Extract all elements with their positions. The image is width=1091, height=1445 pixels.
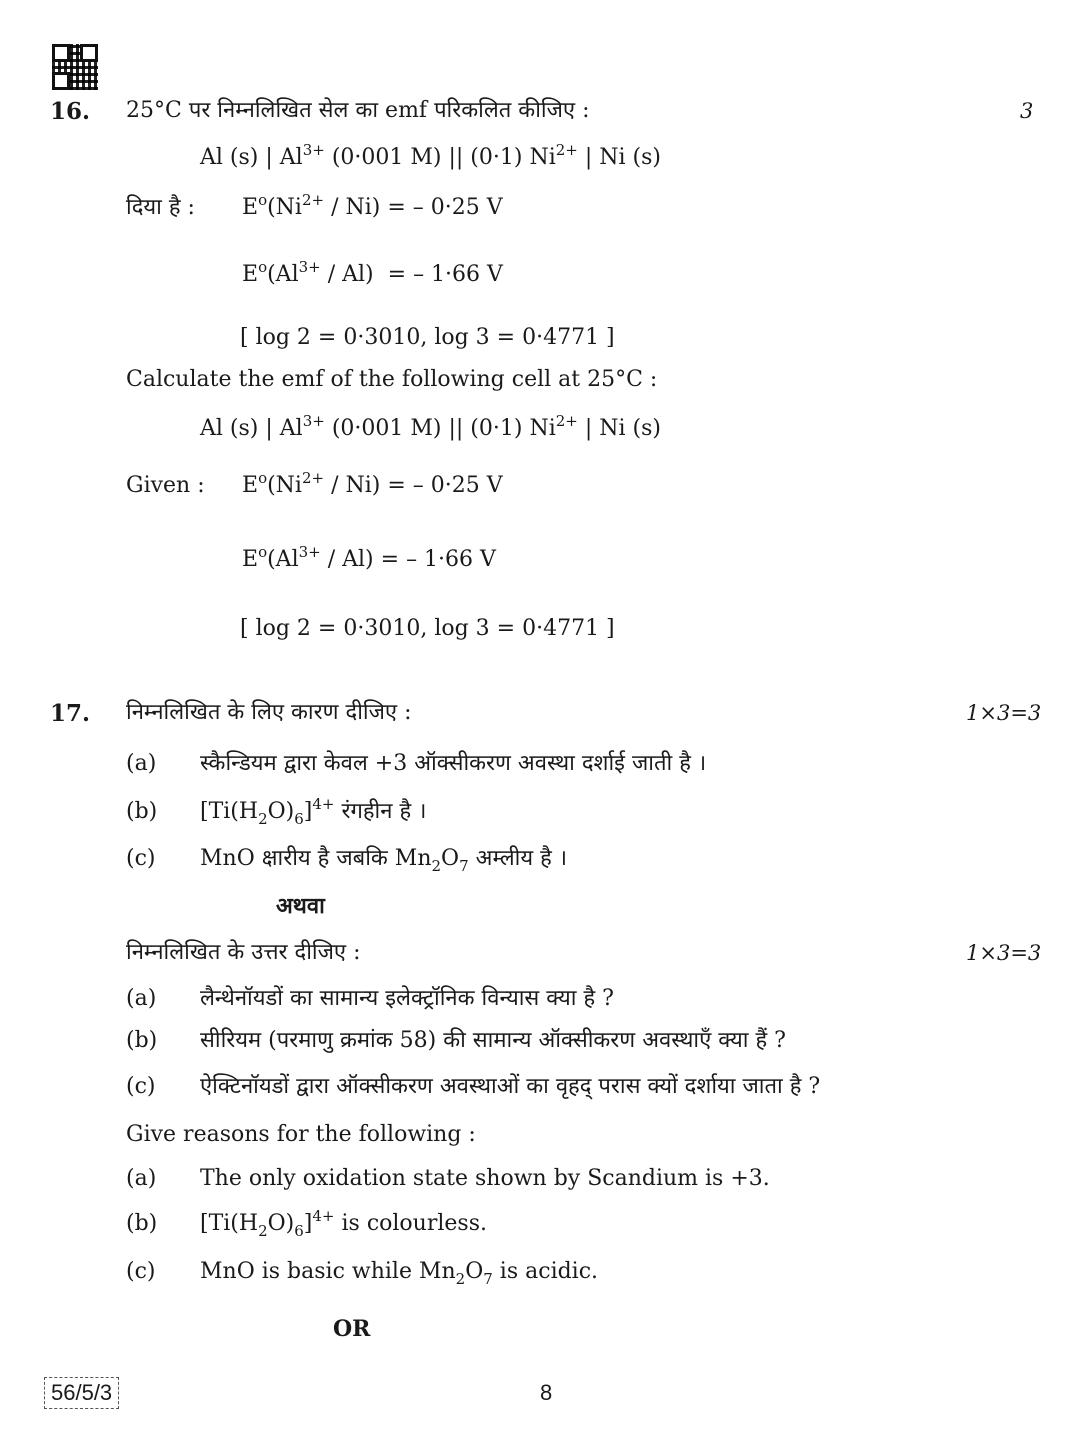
q17-alt-item-b: सीरियम (परमाणु क्रमांक 58) की सामान्य ऑक्सीकरण अवस्थाएँ क्या हैं ? xyxy=(200,1028,786,1053)
q17-hindi-item-a: स्कैन्डियम द्वारा केवल +3 ऑक्सीकरण अवस्था दर्शाई जाती है । xyxy=(200,751,707,776)
q16-english-prompt: Calculate the emf of the following cell at 25°C : xyxy=(126,367,658,392)
q16-hindi-e-al: $E^o(Al^{3+} / Al)$ = – 1·66 V xyxy=(242,258,503,287)
q17-english-item-b: $[Ti(H_2O)_6]^{4+}$ is colourless. xyxy=(200,1207,487,1240)
qr-code xyxy=(52,44,98,90)
q17-english-item-c-label: (c) xyxy=(126,1259,156,1284)
q16-english-e-ni: $E^o(Ni^{2+} / Ni)$ = – 0·25 V xyxy=(242,469,503,498)
q17-hindi-item-a-label: (a) xyxy=(126,751,157,776)
q17-alt-item-a: लैन्थेनॉयडों का सामान्य इलेक्ट्रॉनिक विन्यास क्या है ? xyxy=(200,986,614,1011)
q17-hindi-item-c-label: (c) xyxy=(126,846,156,871)
q17-alt-item-a-label: (a) xyxy=(126,986,157,1011)
q17-english-item-c: MnO is basic while $Mn_2O_7$ is acidic. xyxy=(200,1259,599,1288)
q16-hindi-prompt: 25°C पर निम्नलिखित सेल का emf परिकलित कीजिए : xyxy=(126,98,590,123)
q17-hindi-or-label: अथवा xyxy=(276,893,325,919)
q17-hindi-prompt: निम्नलिखित के लिए कारण दीजिए : xyxy=(126,700,412,725)
q17-english-item-a: The only oxidation state shown by Scandium is +3. xyxy=(200,1166,770,1191)
q17-english-item-a-label: (a) xyxy=(126,1166,157,1191)
q17-alt-item-c: ऐक्टिनॉयडों द्वारा ऑक्सीकरण अवस्थाओं का वृहद् परास क्यों दर्शाया जाता है ? xyxy=(200,1074,821,1099)
q16-english-cell-notation: Al (s) | $Al^{3+}$ (0·001 M) || (0·1) $Ni^{2+}$ | Ni (s) xyxy=(200,412,661,441)
q17-alt-item-b-label: (b) xyxy=(126,1028,158,1053)
q17-hindi-item-c: MnO क्षारीय है जबकि $Mn_2O_7$ अम्लीय है । xyxy=(200,846,568,875)
q17-hindi-item-b-label: (b) xyxy=(126,799,158,824)
question-number-16: 16. xyxy=(50,98,91,125)
q17-hindi-alt-prompt: निम्नलिखित के उत्तर दीजिए : xyxy=(126,940,361,965)
q16-hindi-log-values: [ log 2 = 0·3010, log 3 = 0·4771 ] xyxy=(240,325,615,350)
q17-english-prompt: Give reasons for the following : xyxy=(126,1122,476,1147)
q16-marks: 3 xyxy=(1020,99,1034,123)
q17-marks: 1×3=3 xyxy=(966,701,1042,725)
q17-english-item-b-label: (b) xyxy=(126,1211,158,1236)
paper-code: 56/5/3 xyxy=(44,1377,119,1409)
q17-english-or-label: OR xyxy=(333,1316,371,1342)
q16-english-given-label: Given : xyxy=(126,473,205,498)
q17-alt-item-c-label: (c) xyxy=(126,1074,156,1099)
q16-hindi-e-ni: $E^o(Ni^{2+} / Ni)$ = – 0·25 V xyxy=(242,191,503,220)
q17-hindi-item-b: $[Ti(H_2O)_6]^{4+}$ रंगहीन है । xyxy=(200,795,427,828)
q16-english-log-values: [ log 2 = 0·3010, log 3 = 0·4771 ] xyxy=(240,616,615,641)
question-number-17: 17. xyxy=(50,700,91,727)
q16-english-e-al: $E^o(Al^{3+} / Al)$ = – 1·66 V xyxy=(242,543,496,572)
q16-hindi-cell-notation: Al (s) | $Al^{3+}$ (0·001 M) || (0·1) $Ni^{2+}$ | Ni (s) xyxy=(200,141,661,170)
page-number: 8 xyxy=(540,1380,553,1405)
q17-alt-marks: 1×3=3 xyxy=(966,941,1042,965)
q16-hindi-given-label: दिया है : xyxy=(126,195,195,220)
